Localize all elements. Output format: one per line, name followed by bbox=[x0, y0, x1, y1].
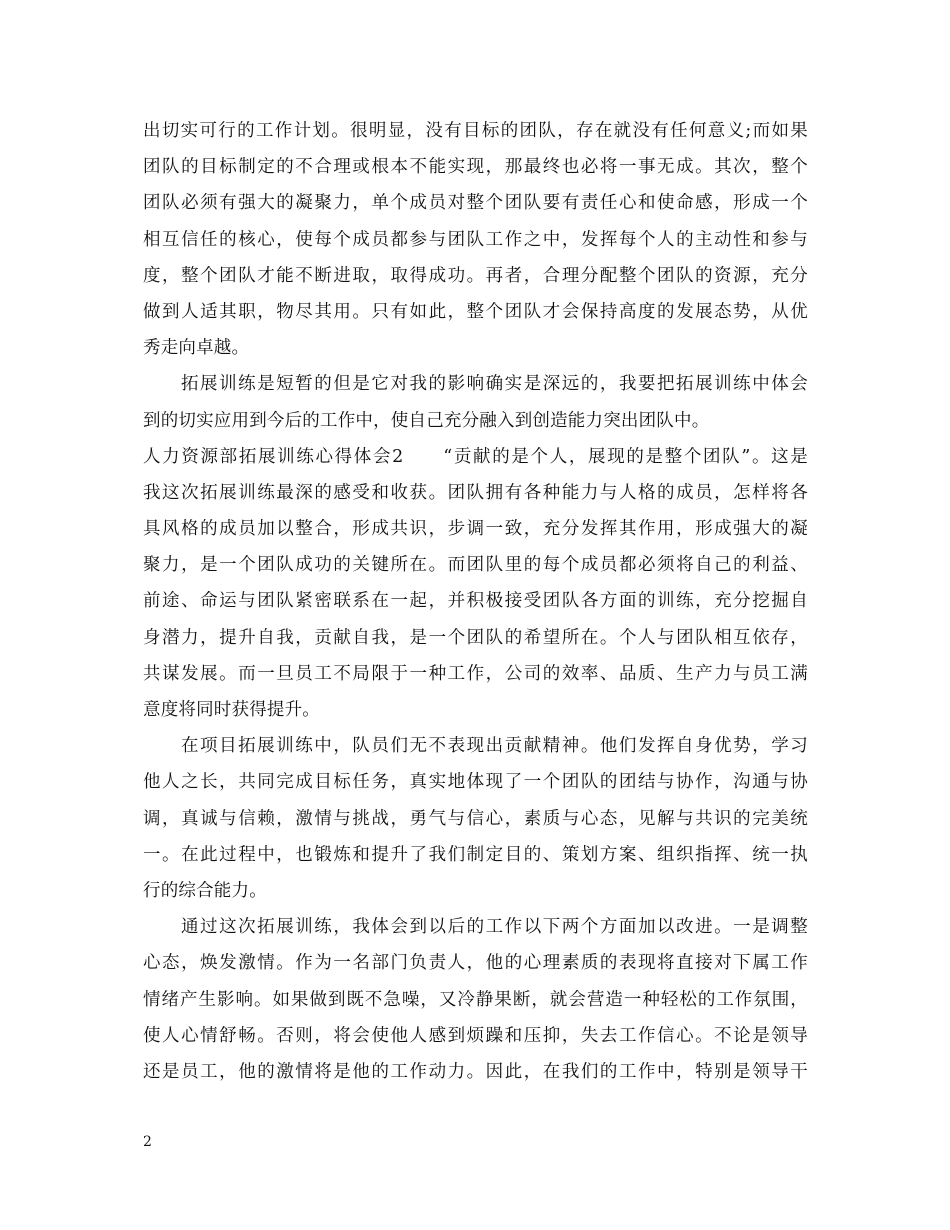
text-line: 出切实可行的工作计划。很明显，没有目标的团队，存在就没有任何意义;而如果 bbox=[143, 121, 808, 141]
paragraph-first-line: 通过这次拓展训练，我体会到以后的工作以下两个方面加以改进。一是调整 bbox=[181, 917, 808, 938]
page-number: 2 bbox=[143, 1134, 152, 1150]
text-line: 相互信任的核心，使每个成员都参与团队工作之中，发挥每个人的主动性和参与 bbox=[143, 229, 808, 250]
text-line: 团队必须有强大的凝聚力，单个成员对整个团队要有责任心和使命感，形成一个 bbox=[143, 193, 808, 214]
text-line: 行的综合能力。 bbox=[143, 880, 267, 901]
text-line: 到的切实应用到今后的工作中，使自己充分融入到创造能力突出团队中。 bbox=[143, 410, 710, 431]
text-line: 团队的目标制定的不合理或根本不能实现，那最终也必将一事无成。其次，整个 bbox=[143, 157, 808, 178]
paragraph-first-line: 在项目拓展训练中，队员们无不表现出贡献精神。他们发挥自身优势，学习 bbox=[181, 736, 808, 757]
text-line: 使人心情舒畅。否则，将会使他人感到烦躁和压抑，失去工作信心。不论是领导 bbox=[143, 1025, 808, 1046]
text-line: 度，整个团队才能不断进取，取得成功。再者，合理分配整个团队的资源，充分 bbox=[143, 265, 808, 286]
text-line: 聚力，是一个团队成功的关键所在。而团队里的每个成员都必须将自己的利益、 bbox=[143, 555, 808, 576]
body-text bbox=[143, 113, 808, 1090]
text-line: 调，真诚与信赖，激情与挑战，勇气与信心，素质与心态，见解与共识的完美统 bbox=[143, 808, 808, 829]
text-line: 还是员工，他的激情将是他的工作动力。因此，在我们的工作中，特别是领导干 bbox=[143, 1061, 808, 1082]
text-line: 他人之长，共同完成目标任务，真实地体现了一个团队的团结与协作，沟通与协 bbox=[143, 772, 808, 793]
text-line: 我这次拓展训练最深的感受和收获。团队拥有各种能力与人格的成员，怎样将各 bbox=[143, 482, 808, 503]
text-line: 共谋发展。而一旦员工不局限于一种工作，公司的效率、品质、生产力与员工满 bbox=[143, 663, 808, 684]
text-line: 意度将同时获得提升。 bbox=[143, 700, 320, 720]
section-heading-line: 人力资源部拓展训练心得体会2 “贡献的是个人，展现的是整个团队”。这是 bbox=[143, 446, 808, 467]
text-line: 具风格的成员加以整合，形成共识，步调一致，充分发挥其作用，形成强大的凝 bbox=[143, 519, 808, 540]
text-line: 心态，焕发激情。作为一名部门负责人，他的心理素质的表现将直接对下属工作 bbox=[143, 953, 808, 974]
paragraph-first-line: 拓展训练是短暂的但是它对我的影响确实是深远的，我要把拓展训练中体会 bbox=[181, 374, 808, 395]
text-line: 情绪产生影响。如果做到既不急噪，又冷静果断，就会营造一种轻松的工作氛围， bbox=[143, 989, 808, 1010]
text-line: 做到人适其职，物尽其用。只有如此，整个团队才会保持高度的发展态势，从优 bbox=[143, 301, 808, 322]
text-line: 一。在此过程中，也锻炼和提升了我们制定目的、策划方案、组织指挥、统一执 bbox=[143, 844, 808, 865]
text-line: 前途、命运与团队紧密联系在一起，并积极接受团队各方面的训练，充分挖掘自 bbox=[143, 591, 808, 612]
text-line: 秀走向卓越。 bbox=[143, 338, 250, 359]
text-line: 身潜力，提升自我，贡献自我，是一个团队的希望所在。个人与团队相互依存， bbox=[143, 627, 808, 648]
